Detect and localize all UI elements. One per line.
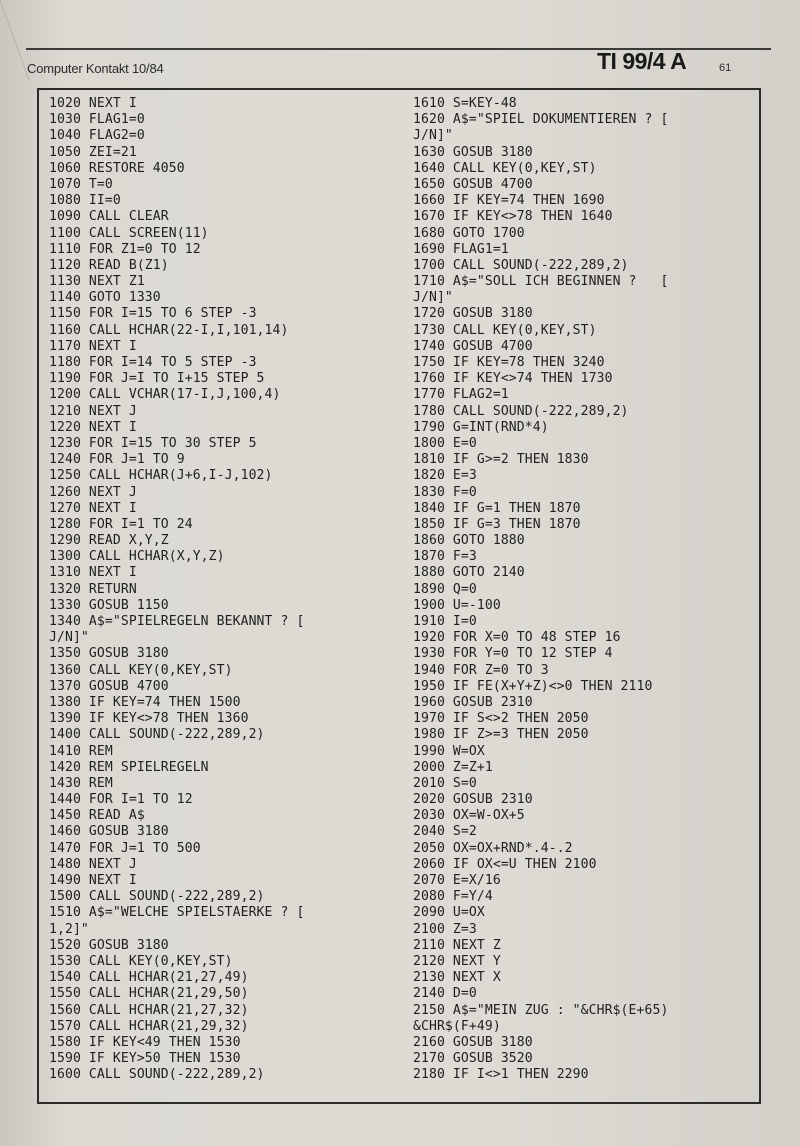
code-line: 1160 CALL HCHAR(22-I,I,101,14) bbox=[49, 322, 289, 338]
code-line: 1250 CALL HCHAR(J+6,I-J,102) bbox=[49, 468, 273, 484]
code-line: 1950 IF FE(X+Y+Z)<>0 THEN 2110 bbox=[413, 678, 653, 694]
code-line: 1380 IF KEY=74 THEN 1500 bbox=[49, 694, 241, 710]
code-line: J/N]" bbox=[413, 128, 453, 144]
code-line: 1860 GOTO 1880 bbox=[413, 533, 525, 549]
code-line: 1360 CALL KEY(0,KEY,ST) bbox=[49, 662, 233, 678]
code-line: 1660 IF KEY=74 THEN 1690 bbox=[413, 193, 605, 209]
magazine-issue: Computer Kontakt 10/84 bbox=[27, 61, 164, 76]
system-title: TI 99/4 A bbox=[597, 48, 687, 74]
code-line: 1430 REM bbox=[49, 775, 113, 791]
code-line: 1470 FOR J=1 TO 500 bbox=[49, 840, 201, 856]
code-line: 1840 IF G=1 THEN 1870 bbox=[413, 500, 581, 516]
page-number: 61 bbox=[719, 62, 732, 74]
code-line: 2070 E=X/16 bbox=[413, 873, 501, 888]
code-line: 1020 NEXT I bbox=[49, 96, 137, 111]
code-line: 1990 W=OX bbox=[413, 743, 485, 759]
code-line: 1100 CALL SCREEN(11) bbox=[49, 225, 209, 241]
code-line: 1600 CALL SOUND(-222,289,2) bbox=[49, 1067, 265, 1083]
code-line: 1770 FLAG2=1 bbox=[413, 387, 509, 403]
code-line: 2020 GOSUB 2310 bbox=[413, 792, 533, 808]
code-line: 1240 FOR J=1 TO 9 bbox=[49, 452, 185, 468]
code-line: 1850 IF G=3 THEN 1870 bbox=[413, 516, 581, 532]
code-line: 1710 A$="SOLL ICH BEGINNEN ? [ bbox=[413, 274, 669, 290]
code-line: 1170 NEXT I bbox=[49, 338, 137, 354]
code-line: 1810 IF G>=2 THEN 1830 bbox=[413, 452, 589, 468]
code-line: 2120 NEXT Y bbox=[413, 953, 501, 969]
code-line: 1270 NEXT I bbox=[49, 500, 137, 516]
code-line: 1210 NEXT J bbox=[49, 403, 137, 419]
code-line: 1330 GOSUB 1150 bbox=[49, 597, 169, 613]
code-line: 1350 GOSUB 3180 bbox=[49, 646, 169, 662]
code-line: 1260 NEXT J bbox=[49, 484, 137, 500]
code-line: 1080 II=0 bbox=[49, 193, 121, 209]
code-line: 2060 IF OX<=U THEN 2100 bbox=[413, 856, 597, 872]
code-line: 2010 S=0 bbox=[413, 775, 477, 791]
code-line: 1310 NEXT I bbox=[49, 565, 137, 581]
listing-column-left bbox=[49, 96, 399, 1083]
code-line: J/N]" bbox=[413, 290, 453, 306]
code-line: 2110 NEXT Z bbox=[413, 937, 501, 953]
code-line: 1110 FOR Z1=0 TO 12 bbox=[49, 241, 201, 257]
code-line: 1200 CALL VCHAR(17-I,J,100,4) bbox=[49, 387, 281, 403]
code-line: 1050 ZEI=21 bbox=[49, 144, 137, 160]
code-line: 1720 GOSUB 3180 bbox=[413, 306, 533, 322]
code-line: 1730 CALL KEY(0,KEY,ST) bbox=[413, 322, 597, 338]
code-line: 1980 IF Z>=3 THEN 2050 bbox=[413, 727, 589, 743]
code-line: 1750 IF KEY=78 THEN 3240 bbox=[413, 355, 605, 370]
code-line: 1880 GOTO 2140 bbox=[413, 565, 525, 581]
code-line: 1480 NEXT J bbox=[49, 856, 137, 872]
code-line: 1700 CALL SOUND(-222,289,2) bbox=[413, 257, 629, 273]
code-line: 1610 S=KEY-48 bbox=[413, 96, 517, 111]
code-line: 1870 F=3 bbox=[413, 549, 477, 565]
code-line: J/N]" bbox=[49, 630, 89, 646]
code-line: 1150 FOR I=15 TO 6 STEP -3 bbox=[49, 306, 257, 322]
code-line: 1970 IF S<>2 THEN 2050 bbox=[413, 711, 589, 727]
code-line: 1590 IF KEY>50 THEN 1530 bbox=[49, 1051, 241, 1067]
code-line: 1690 FLAG1=1 bbox=[413, 241, 509, 257]
code-line: 1620 A$="SPIEL DOKUMENTIEREN ? [ bbox=[413, 112, 669, 128]
code-line: 1400 CALL SOUND(-222,289,2) bbox=[49, 727, 265, 743]
code-line: &CHR$(F+49) bbox=[413, 1018, 501, 1034]
code-line: 1370 GOSUB 4700 bbox=[49, 678, 169, 694]
code-line: 1,2]" bbox=[49, 921, 89, 937]
code-line: 1930 FOR Y=0 TO 12 STEP 4 bbox=[413, 646, 613, 662]
code-line: 1290 READ X,Y,Z bbox=[49, 533, 169, 549]
code-line: 1300 CALL HCHAR(X,Y,Z) bbox=[49, 549, 225, 565]
code-line: 1670 IF KEY<>78 THEN 1640 bbox=[413, 209, 613, 225]
code-line: 1410 REM bbox=[49, 743, 113, 759]
code-line: 1800 E=0 bbox=[413, 435, 477, 451]
code-line: 2140 D=0 bbox=[413, 986, 477, 1002]
code-line: 1340 A$="SPIELREGELN BEKANNT ? [ bbox=[49, 614, 305, 629]
code-line: 1500 CALL SOUND(-222,289,2) bbox=[49, 889, 265, 905]
code-line: 2170 GOSUB 3520 bbox=[413, 1051, 533, 1067]
code-line: 1120 READ B(Z1) bbox=[49, 257, 169, 273]
code-line: 1740 GOSUB 4700 bbox=[413, 338, 533, 354]
code-line: 1640 CALL KEY(0,KEY,ST) bbox=[413, 160, 597, 176]
code-line: 1830 F=0 bbox=[413, 484, 477, 500]
code-line: 2040 S=2 bbox=[413, 824, 477, 840]
code-line: 2160 GOSUB 3180 bbox=[413, 1034, 533, 1050]
code-line: 1920 FOR X=0 TO 48 STEP 16 bbox=[413, 630, 621, 646]
code-line: 2000 Z=Z+1 bbox=[413, 759, 493, 775]
code-line: 1680 GOTO 1700 bbox=[413, 225, 525, 241]
code-line: 1390 IF KEY<>78 THEN 1360 bbox=[49, 711, 249, 727]
code-line: 1040 FLAG2=0 bbox=[49, 128, 145, 144]
code-line: 1940 FOR Z=0 TO 3 bbox=[413, 662, 549, 678]
code-line: 1650 GOSUB 4700 bbox=[413, 176, 533, 192]
code-line: 1070 T=0 bbox=[49, 176, 113, 192]
code-line: 1900 U=-100 bbox=[413, 597, 501, 613]
code-line: 1530 CALL KEY(0,KEY,ST) bbox=[49, 953, 233, 969]
code-line: 1910 I=0 bbox=[413, 614, 477, 629]
code-line: 1580 IF KEY<49 THEN 1530 bbox=[49, 1034, 241, 1050]
code-line: 1060 RESTORE 4050 bbox=[49, 160, 185, 176]
code-line: 1030 FLAG1=0 bbox=[49, 112, 145, 128]
code-line: 2150 A$="MEIN ZUG : "&CHR$(E+65) bbox=[413, 1002, 669, 1018]
code-line: 1510 A$="WELCHE SPIELSTAERKE ? [ bbox=[49, 905, 305, 921]
code-line: 1890 Q=0 bbox=[413, 581, 477, 597]
code-line: 2050 OX=OX+RND*.4-.2 bbox=[413, 840, 573, 856]
code-line: 2100 Z=3 bbox=[413, 921, 477, 937]
code-line: 1440 FOR I=1 TO 12 bbox=[49, 792, 193, 808]
code-line: 1460 GOSUB 3180 bbox=[49, 824, 169, 840]
code-line: 1490 NEXT I bbox=[49, 873, 137, 888]
code-line: 2090 U=OX bbox=[413, 905, 485, 921]
code-line: 1820 E=3 bbox=[413, 468, 477, 484]
code-line: 1550 CALL HCHAR(21,29,50) bbox=[49, 986, 249, 1002]
code-line: 1540 CALL HCHAR(21,27,49) bbox=[49, 970, 249, 986]
code-line: 1570 CALL HCHAR(21,29,32) bbox=[49, 1018, 249, 1034]
code-line: 1630 GOSUB 3180 bbox=[413, 144, 533, 160]
code-line: 1450 READ A$ bbox=[49, 808, 145, 824]
code-line: 2030 OX=W-OX+5 bbox=[413, 808, 525, 824]
code-line: 1780 CALL SOUND(-222,289,2) bbox=[413, 403, 629, 419]
code-line: 1090 CALL CLEAR bbox=[49, 209, 169, 225]
code-line: 2180 IF I<>1 THEN 2290 bbox=[413, 1067, 589, 1083]
code-line: 1280 FOR I=1 TO 24 bbox=[49, 516, 193, 532]
code-line: 2130 NEXT X bbox=[413, 970, 501, 986]
listing-column-right bbox=[413, 96, 758, 1083]
code-line: 1230 FOR I=15 TO 30 STEP 5 bbox=[49, 435, 257, 451]
code-line: 1790 G=INT(RND*4) bbox=[413, 419, 549, 435]
code-line: 1760 IF KEY<>74 THEN 1730 bbox=[413, 371, 613, 387]
code-line: 1140 GOTO 1330 bbox=[49, 290, 161, 306]
code-line: 1320 RETURN bbox=[49, 581, 137, 597]
code-line: 1520 GOSUB 3180 bbox=[49, 937, 169, 953]
code-line: 1130 NEXT Z1 bbox=[49, 274, 145, 290]
code-line: 1960 GOSUB 2310 bbox=[413, 694, 533, 710]
code-line: 1190 FOR J=I TO I+15 STEP 5 bbox=[49, 371, 265, 387]
code-line: 1180 FOR I=14 TO 5 STEP -3 bbox=[49, 355, 257, 370]
code-line: 1220 NEXT I bbox=[49, 419, 137, 435]
code-line: 1560 CALL HCHAR(21,27,32) bbox=[49, 1002, 249, 1018]
code-line: 2080 F=Y/4 bbox=[413, 889, 493, 905]
code-line: 1420 REM SPIELREGELN bbox=[49, 759, 209, 775]
